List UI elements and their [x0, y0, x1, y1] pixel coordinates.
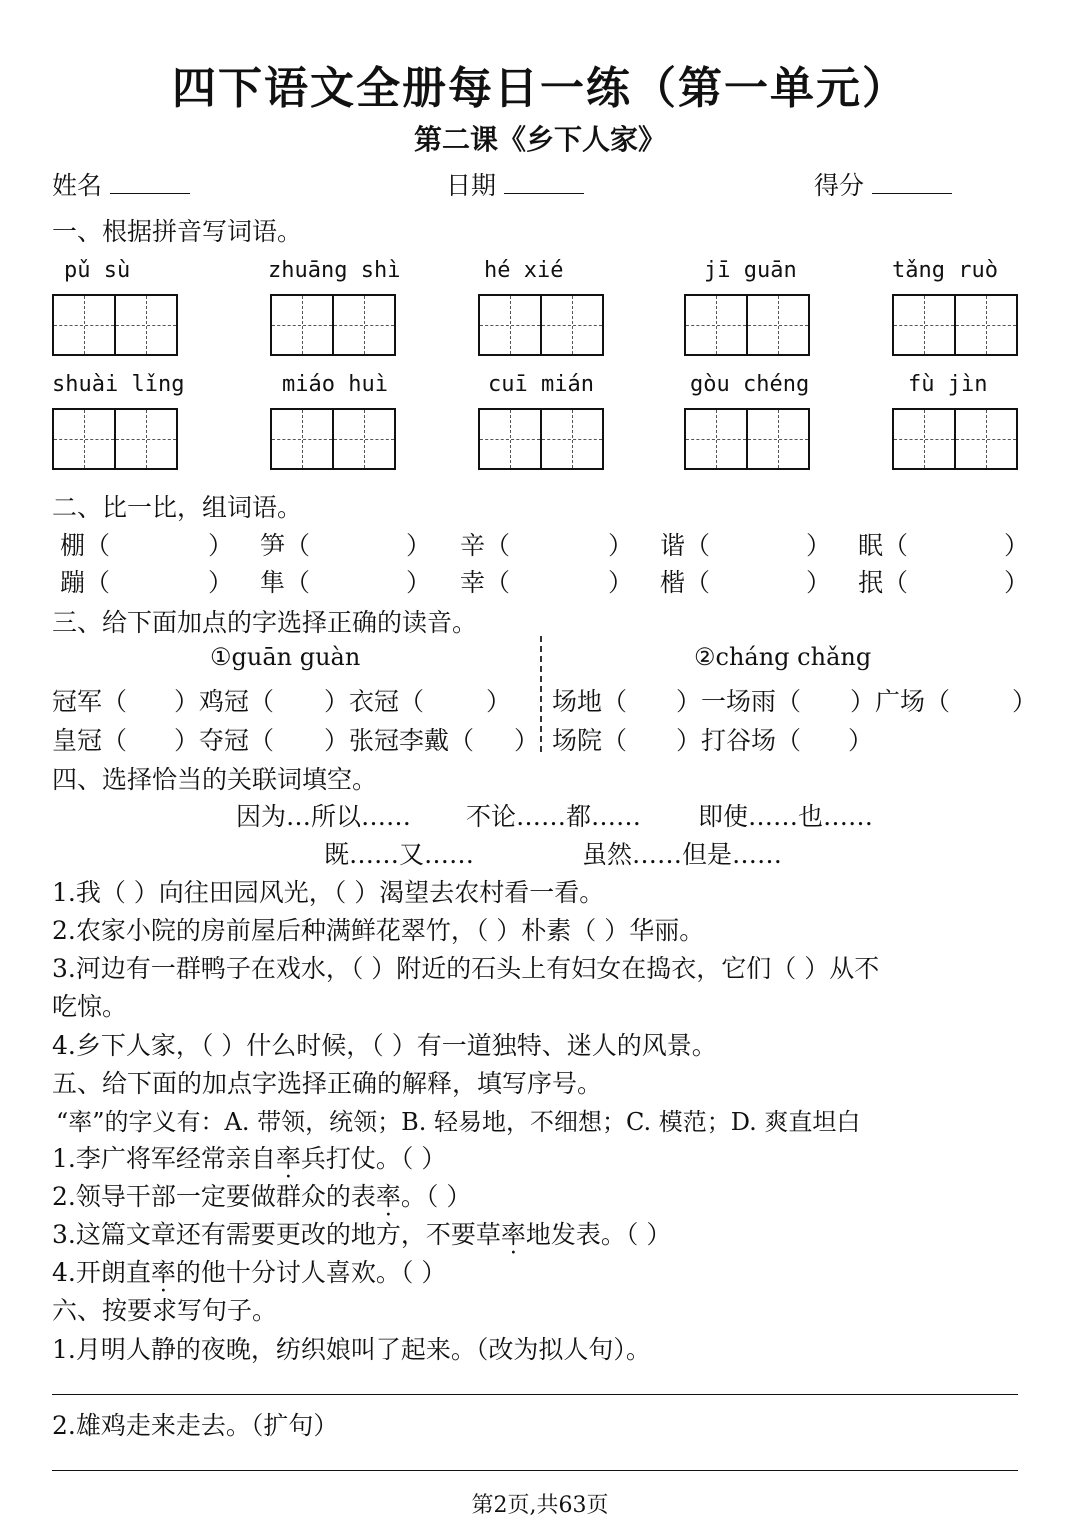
- compare-close: ）: [806, 568, 832, 597]
- compare-close: ）: [406, 568, 432, 597]
- section-2-heading: 二、比一比，组词语。: [52, 493, 303, 522]
- question: 2.领导干部一定要做群众的表率。（ ）: [52, 1177, 471, 1213]
- reading-item: ）: [1012, 687, 1038, 716]
- compare-item: 隼（: [260, 568, 311, 597]
- compare-close: ）: [208, 531, 234, 560]
- writing-grid[interactable]: [478, 408, 604, 470]
- worksheet-title: 四下语文全册每日一练（第一单元）: [172, 63, 908, 114]
- compare-item: 抿（: [858, 568, 909, 597]
- pinyin-label: miáo huì: [282, 372, 388, 397]
- compare-close: ）: [608, 568, 634, 597]
- pinyin-label: fù jìn: [908, 372, 988, 397]
- reading-item: ）: [514, 726, 540, 755]
- writing-grid[interactable]: [270, 294, 396, 356]
- writing-grid[interactable]: [52, 408, 178, 470]
- reading-item: 场地（: [552, 687, 628, 716]
- question: 1.月明人静的夜晚，纺织娘叫了起来。（改为拟人句）。: [52, 1335, 651, 1364]
- name-field: 姓名: [52, 166, 190, 202]
- meanings-list: “率”的字义有：A. 带领，统领；B. 轻易地，不细想；C. 模范；D. 爽直坦白: [56, 1108, 861, 1136]
- writing-grid[interactable]: [892, 294, 1018, 356]
- compare-close: ）: [208, 568, 234, 597]
- compare-item: 楷（: [660, 568, 711, 597]
- score-field: 得分: [814, 166, 952, 202]
- reading-item: 冠军（: [52, 687, 128, 716]
- reading-item: ）一场雨（: [676, 687, 802, 716]
- lesson-subtitle: 第二课《乡下人家》: [413, 123, 666, 156]
- reading-item: ）: [486, 687, 512, 716]
- compare-item: 眠（: [858, 531, 909, 560]
- question: 2.雄鸡走来走去。（扩句）: [52, 1411, 339, 1440]
- pinyin-label: hé xié: [484, 258, 564, 283]
- pinyin-label: zhuāng shì: [268, 258, 401, 283]
- reading-item: ）鸡冠（: [174, 687, 275, 716]
- question: 1.李广将军经常亲自率兵打仗。（ ）: [52, 1139, 446, 1175]
- compare-item: 幸（: [460, 568, 511, 597]
- compare-close: ）: [406, 531, 432, 560]
- conjunction-option: 既……又……: [324, 840, 475, 869]
- question: 2.农家小院的房前屋后种满鲜花翠竹，（ ）朴素（ ）华丽。: [52, 916, 705, 945]
- question: 3.这篇文章还有需要更改的地方，不要草率地发表。（ ）: [52, 1215, 671, 1251]
- writing-grid[interactable]: [270, 408, 396, 470]
- compare-item: 辛（: [460, 531, 511, 560]
- question: 1.我（ ）向往田园风光，（ ）渴望去农村看一看。: [52, 878, 605, 907]
- conjunction-option: 虽然……但是……: [582, 840, 783, 869]
- section-3-heading: 三、给下面加点的字选择正确的读音。: [52, 608, 478, 637]
- writing-grid[interactable]: [52, 294, 178, 356]
- compare-item: 谐（: [660, 531, 711, 560]
- section-1-heading: 一、根据拼音写词语。: [52, 217, 303, 246]
- compare-item: 蹦（: [60, 568, 111, 597]
- reading-options-b: ②cháng chǎng: [694, 643, 872, 671]
- pinyin-label: shuài lǐng: [52, 372, 185, 397]
- reading-item: ）打谷场（: [676, 726, 802, 755]
- dotted-char: 率: [275, 1144, 301, 1173]
- reading-item: ）夺冠（: [174, 726, 275, 755]
- compare-close: ）: [1004, 568, 1030, 597]
- divider: [540, 636, 542, 752]
- writing-grid[interactable]: [684, 408, 810, 470]
- page-number: 第2页,共63页: [471, 1493, 609, 1518]
- conjunction-option: 即使……也……: [698, 802, 874, 831]
- writing-grid[interactable]: [892, 408, 1018, 470]
- compare-item: 笋（: [260, 531, 311, 560]
- reading-item: 皇冠（: [52, 726, 128, 755]
- answer-line[interactable]: [52, 1394, 1018, 1395]
- pinyin-label: tǎng ruò: [892, 258, 998, 283]
- compare-close: ）: [806, 531, 832, 560]
- answer-line[interactable]: [52, 1470, 1018, 1471]
- pinyin-label: jī guān: [704, 258, 797, 283]
- dotted-char: 率: [150, 1258, 176, 1287]
- section-6-heading: 六、按要求写句子。: [52, 1296, 278, 1325]
- reading-options-a: ①guān guàn: [210, 643, 361, 671]
- question: 4.乡下人家，（ ）什么时候，（ ）有一道独特、迷人的风景。: [52, 1031, 717, 1060]
- question-continued: 吃惊。: [52, 992, 128, 1021]
- compare-item: 棚（: [60, 531, 111, 560]
- pinyin-label: gòu chéng: [690, 372, 810, 397]
- conjunction-option: 因为…所以……: [236, 802, 412, 831]
- question: 4.开朗直率的他十分讨人喜欢。（ ）: [52, 1253, 446, 1289]
- dotted-char: 率: [375, 1182, 401, 1211]
- reading-item: ）衣冠（: [324, 687, 425, 716]
- writing-grid[interactable]: [684, 294, 810, 356]
- writing-grid[interactable]: [478, 294, 604, 356]
- section-5-heading: 五、给下面的加点字选择正确的解释，填写序号。: [52, 1069, 603, 1098]
- compare-close: ）: [1004, 531, 1030, 560]
- conjunction-option: 不论……都……: [466, 802, 642, 831]
- reading-item: ）: [848, 726, 874, 755]
- dotted-char: 率: [500, 1220, 526, 1249]
- question: 3.河边有一群鸭子在戏水，（ ）附近的石头上有妇女在捣衣，它们（ ）从不: [52, 954, 880, 983]
- reading-item: ）广场（: [850, 687, 951, 716]
- compare-close: ）: [608, 531, 634, 560]
- date-field: 日期: [446, 166, 584, 202]
- pinyin-label: pǔ sù: [64, 258, 131, 283]
- section-4-heading: 四、选择恰当的关联词填空。: [52, 765, 378, 794]
- reading-item: 场院（: [552, 726, 628, 755]
- reading-item: ）张冠李戴（: [324, 726, 475, 755]
- pinyin-label: cuī mián: [488, 372, 594, 397]
